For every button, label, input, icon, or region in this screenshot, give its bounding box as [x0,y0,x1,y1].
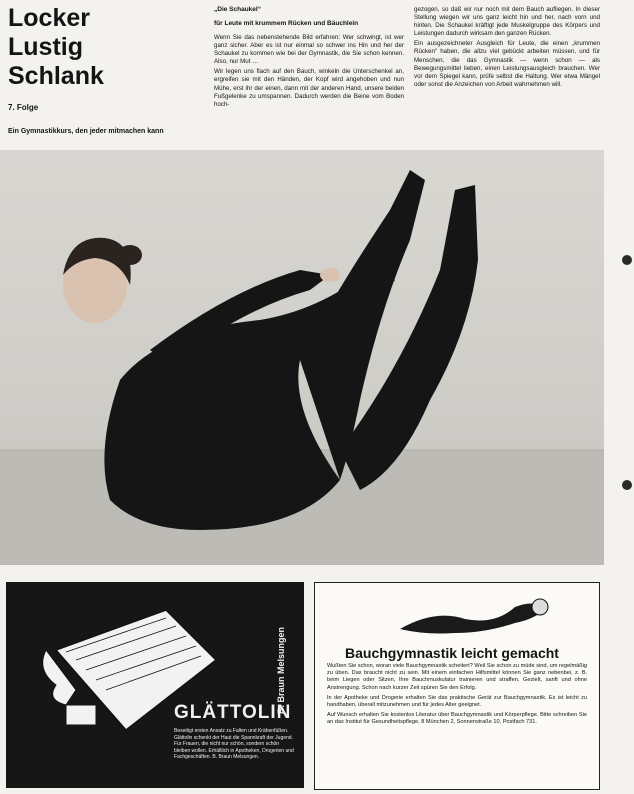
gymnast-illustration [0,150,604,565]
binder-hole [622,255,632,265]
brand-name: GLÄTTOLIN [174,702,292,723]
binder-hole [622,480,632,490]
article-intro: Ein Gymnastikkurs, den jeder mitmachen kann [8,128,164,135]
exercise-photo [0,150,604,565]
ad-heading: Bauchgymnastik leicht gemacht [345,645,559,661]
bauchgymnastik-ad [314,582,600,790]
paragraph: Wußten Sie schon, woran viele Bauchgymnastik scheitert? Weil Sie schon zu müde sind, um regelmäßig zu üben. Das braucht nicht zu sein. Mit einem einfachen Hilfsmittel können Sie ganz nebenbei, z. B. beim Liegen oder Sitzen, Ihre Bauchmuskulatur trainieren und straffen. Gezielt, sanft und ohne Anstrengung. Schon nach kurzer Zeit spüren Sie den Erfolg. [327,663,587,691]
series-label: 7. Folge [8,103,39,112]
article-column-2 [214,6,404,111]
article-title [8,4,128,91]
paragraph: gezogen, so daß wir nur noch mit dem Bauch aufliegen. In dieser Stellung wiegen wir uns ganz leicht hin und her, nach vorn und hinten. Die Schaukel kräftigt jede Muskelgruppe des Körpers und Leistungen dadurch wirksam den ganzen Rücken. [414,6,600,38]
paragraph: Ein ausgezeichneter Ausgleich für Leute, die einen „krummen Rücken“ haben, die allzu viel gebückt arbeiten müssen, und für Menschen, die das Gymnastik — wenn schon — als Bewegungsmittel lieben, einen Leistungsausgleich brauchen. Wer vor dem Spiegel kann, prüfe selbst die Haltung. Wer etwa Mängel oder sonst die Anzeichen von Arbeit wahrnehmen will. [414,40,600,88]
title-line-3: Schlank [8,62,104,90]
brand-description: Beseitigt ersten Ansatz zu Falten und Krähenfüßen. Glättolin schenkt der Haut die Spannkraft der Jugend. Für Frauen, die nicht nur schön, sondern schön bleiben wollen. Erhältlich in Apotheken, Drogerien und Fachgeschäften. B. Braun Melsungen. [174,728,294,760]
title-line-1: Locker [8,4,90,32]
article-column-3 [414,6,600,91]
exercise-subtitle: für Leute mit krummem Rücken und Bäuchlein [214,20,359,27]
title-line-2: Lustig [8,33,83,61]
paragraph: Wir legen uns flach auf den Bauch, winkeln die Unterschenkel an, ergreifen sie mit den Händen, der Kopf wird angehoben und nun Mühe, erst ihr der einen, dann mit der anderen Hand, unsere beiden Fußgelenke zu umspannen. Dadurch werden die Beine vom Boden hoch- [214,68,404,108]
paragraph: In der Apotheke und Drogerie erhalten Sie das praktische Gerät zur Bauchgymnastik. Es ist leicht zu handhaben, überall mitzunehmen und für jedes Alter geeignet. [327,694,587,709]
ad-body [327,663,587,727]
paragraph: Auf Wunsch erhalten Sie kostenlos Literatur über Bauchgymnastik und Körperpflege. Bitte schreiben Sie an das Institut für Gesundheitspflege, 8 München 2, Sonnenstraße 10, Postfach 731. [327,712,587,726]
exercise-title: „Die Schaukel“ [214,6,261,13]
glaettolin-ad [6,582,304,788]
company-name-vertical: B. Braun Melsungen [276,626,286,714]
exercise-figure-illustration [395,589,555,639]
paragraph: Wenn Sie das nebenstehende Bild erfahren: Wer schwingt, ist wer ganz sicher. Aber es ist nur einmal so schwer ins Hin und her der Schaukel zu kommen wie bei der Gymnastik, die Sie schon kennen. Also, nur Mut … [214,34,404,66]
